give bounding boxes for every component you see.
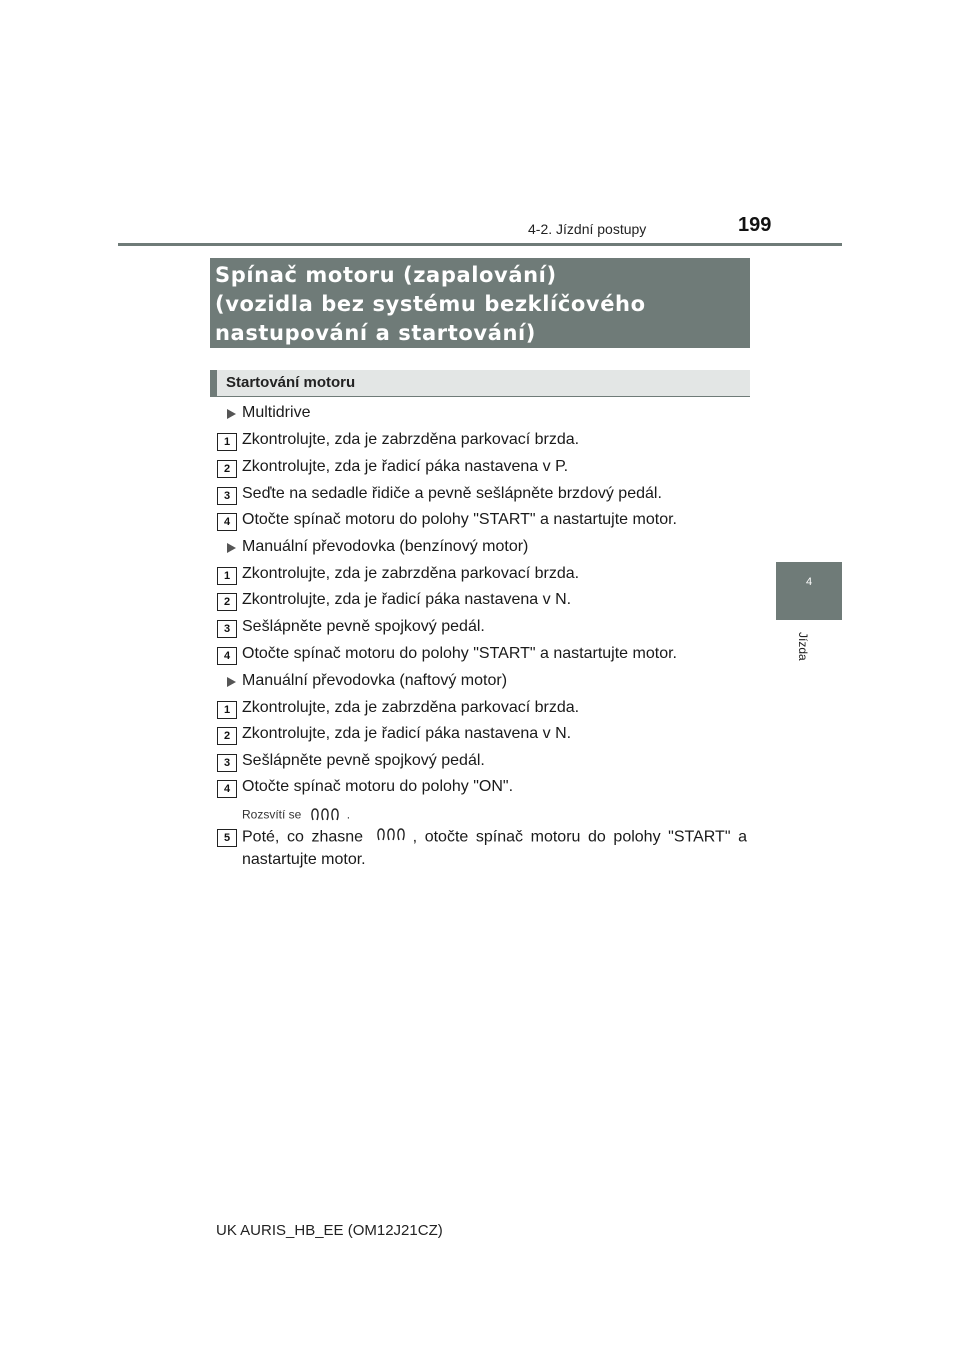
page-title-line-1: Spínač motoru (zapalování): [215, 263, 557, 287]
step5-text-before: Poté, co zhasne: [242, 828, 364, 846]
subsection-accent-bar: [210, 370, 217, 396]
subsection-title: Startování motoru: [226, 374, 356, 391]
chapter-tab-number: 4: [805, 576, 813, 588]
step-number-badge: 2: [217, 727, 237, 745]
step-text: Zkontrolujte, zda je zabrzděna parkovací brzda.: [242, 431, 580, 448]
group-heading-manual-diesel: Manuální převodovka (naftový motor): [242, 672, 508, 689]
note-text-after: .: [346, 807, 351, 822]
step-number-badge: 1: [217, 567, 237, 585]
step-number-badge: 3: [217, 487, 237, 505]
page-number: 199: [738, 214, 772, 236]
page-title: [210, 258, 750, 348]
step-text: Otočte spínač motoru do polohy "START" a nastartujte motor.: [242, 645, 677, 662]
note-text-before: Rozsvítí se: [242, 807, 302, 822]
indicator-note: [242, 806, 350, 825]
step-number-badge: 3: [217, 754, 237, 772]
step-text: Sešlápněte pevně spojkový pedál.: [242, 752, 485, 769]
step-number-badge: 1: [217, 701, 237, 719]
header-rule: [118, 243, 842, 246]
step-text: Otočte spínač motoru do polohy "ON".: [242, 778, 514, 795]
glow-plug-indicator-icon: [311, 806, 341, 825]
section-reference: 4-2. Jízdní postupy: [528, 221, 647, 237]
bullet-triangle-icon: [227, 677, 236, 687]
chapter-tab: [776, 562, 842, 620]
step-text: [242, 826, 747, 871]
step-number-badge: 2: [217, 593, 237, 611]
step-text: Zkontrolujte, zda je řadicí páka nastavena v N.: [242, 591, 572, 608]
step-text: Zkontrolujte, zda je řadicí páka nastavena v N.: [242, 725, 572, 742]
step-number-badge: 1: [217, 433, 237, 451]
step-number-badge: 4: [217, 513, 237, 531]
step-number-badge: 4: [217, 647, 237, 665]
page-title-line-2: (vozidla bez systému bezklíčového: [215, 292, 646, 316]
subsection-heading: [210, 370, 750, 397]
step-text: Zkontrolujte, zda je řadicí páka nastavena v P.: [242, 458, 569, 475]
step-number-badge: 4: [217, 780, 237, 798]
chapter-tab-label-text: Jízda: [796, 632, 810, 661]
step-text: Seďte na sedadle řidiče a pevně sešlápněte brzdový pedál.: [242, 485, 662, 502]
bullet-triangle-icon: [227, 409, 236, 419]
page-title-line-3: nastupování a startování): [215, 321, 537, 345]
step-number-badge: 2: [217, 460, 237, 478]
bullet-triangle-icon: [227, 543, 236, 553]
document-code: UK AURIS_HB_EE (OM12J21CZ): [216, 1222, 443, 1239]
chapter-tab-label: [796, 632, 816, 672]
glow-plug-indicator-icon: [377, 826, 407, 849]
step-number-badge: 5: [217, 829, 237, 847]
step-text: Zkontrolujte, zda je zabrzděna parkovací brzda.: [242, 565, 580, 582]
group-heading-multidrive: Multidrive: [242, 404, 311, 421]
step5-text-after: , otočte spínač motoru do polohy "START" a nastartujte motor.: [242, 828, 748, 868]
step-text: Sešlápněte pevně spojkový pedál.: [242, 618, 485, 635]
group-heading-manual-petrol: Manuální převodovka (benzínový motor): [242, 538, 529, 555]
step-number-badge: 3: [217, 620, 237, 638]
step-text: Otočte spínač motoru do polohy "START" a nastartujte motor.: [242, 511, 677, 528]
step-text: Zkontrolujte, zda je zabrzděna parkovací brzda.: [242, 699, 580, 716]
